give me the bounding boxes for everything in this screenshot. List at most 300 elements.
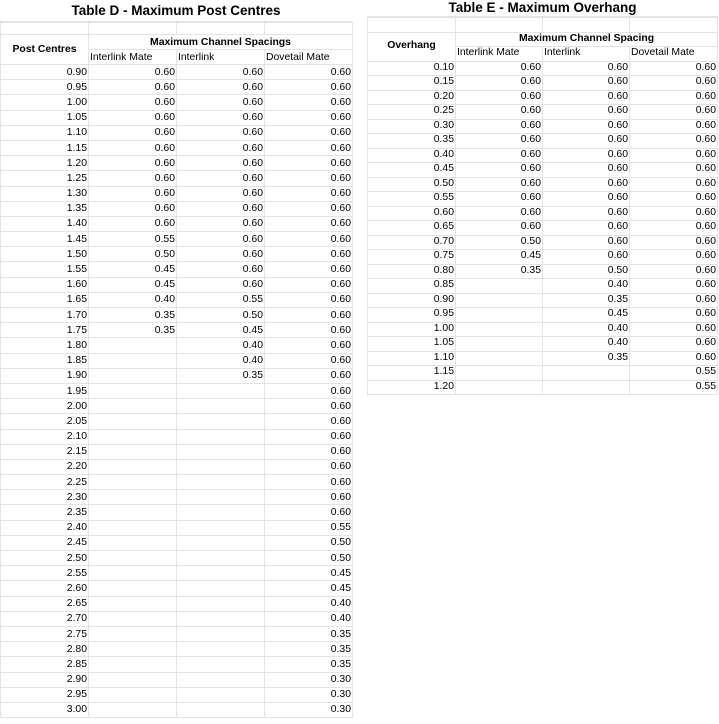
value-cell: 0.60	[265, 65, 353, 80]
row-label-cell: 0.75	[368, 250, 456, 265]
row-label-cell: 1.00	[1, 95, 89, 110]
value-cell: 0.60	[630, 192, 718, 207]
value-cell: 0.60	[89, 110, 177, 125]
row-label-cell: 2.00	[1, 399, 89, 414]
value-cell: 0.60	[543, 61, 630, 76]
table-row	[1, 277, 353, 292]
value-cell	[177, 520, 265, 535]
value-cell	[177, 596, 265, 611]
spacer-cell	[177, 23, 265, 35]
column-header: Interlink Mate	[89, 50, 177, 65]
table-d-title: Table D - Maximum Post Centres	[0, 0, 352, 22]
row-label-cell: 2.25	[1, 475, 89, 490]
value-cell: 0.50	[456, 235, 543, 250]
table-row	[368, 337, 718, 352]
value-cell: 0.60	[456, 206, 543, 221]
table-row	[1, 702, 353, 717]
row-label-cell: 1.10	[1, 125, 89, 140]
value-cell: 0.40	[543, 337, 630, 352]
table-e-title: Table E - Maximum Overhang	[367, 0, 718, 17]
value-cell	[177, 551, 265, 566]
row-label-cell: 0.80	[368, 264, 456, 279]
value-cell	[89, 535, 177, 550]
table-row	[1, 292, 353, 307]
table-d-group-header-row	[1, 35, 353, 50]
value-cell	[89, 414, 177, 429]
value-cell: 0.60	[177, 80, 265, 95]
value-cell: 0.60	[630, 90, 718, 105]
value-cell	[177, 535, 265, 550]
table-row	[1, 80, 353, 95]
value-cell: 0.60	[543, 235, 630, 250]
value-cell	[89, 429, 177, 444]
value-cell	[456, 293, 543, 308]
spacer-cell	[265, 23, 353, 35]
value-cell: 0.40	[177, 338, 265, 353]
value-cell: 0.60	[265, 140, 353, 155]
row-label-cell: 0.30	[368, 119, 456, 134]
value-cell: 0.30	[265, 702, 353, 717]
value-cell: 0.60	[265, 323, 353, 338]
value-cell: 0.60	[630, 279, 718, 294]
table-row	[368, 221, 718, 236]
value-cell: 0.60	[456, 177, 543, 192]
row-label-cell: 1.40	[1, 216, 89, 231]
value-cell: 0.60	[89, 186, 177, 201]
value-cell	[177, 444, 265, 459]
table-row	[1, 535, 353, 550]
row-label-cell: 2.15	[1, 444, 89, 459]
value-cell: 0.60	[543, 105, 630, 120]
value-cell: 0.60	[630, 221, 718, 236]
row-label-cell: 2.60	[1, 581, 89, 596]
table-row	[368, 308, 718, 323]
table-row	[1, 581, 353, 596]
row-label-cell: 0.65	[368, 221, 456, 236]
value-cell: 0.60	[89, 95, 177, 110]
value-cell	[177, 475, 265, 490]
value-cell: 0.40	[89, 292, 177, 307]
row-label-cell: 1.20	[368, 380, 456, 395]
row-label-cell: 1.80	[1, 338, 89, 353]
value-cell: 0.60	[265, 262, 353, 277]
row-label-cell: 1.75	[1, 323, 89, 338]
value-cell: 0.60	[89, 125, 177, 140]
value-cell: 0.60	[630, 61, 718, 76]
value-cell	[89, 368, 177, 383]
column-header: Interlink Mate	[456, 47, 543, 62]
table-row	[1, 262, 353, 277]
table-d-body	[1, 65, 353, 718]
table-row	[1, 110, 353, 125]
table-row	[1, 125, 353, 140]
row-label-cell: 1.00	[368, 322, 456, 337]
spacer-cell	[630, 18, 718, 33]
value-cell	[89, 672, 177, 687]
row-label-cell: 2.50	[1, 551, 89, 566]
table-row	[1, 551, 353, 566]
table-row	[368, 264, 718, 279]
value-cell: 0.55	[630, 366, 718, 381]
row-label-cell: 1.25	[1, 171, 89, 186]
value-cell: 0.35	[265, 657, 353, 672]
value-cell: 0.60	[543, 192, 630, 207]
value-cell	[543, 366, 630, 381]
value-cell: 0.60	[265, 505, 353, 520]
row-label-cell: 2.90	[1, 672, 89, 687]
value-cell	[456, 279, 543, 294]
row-label-cell: 2.35	[1, 505, 89, 520]
value-cell: 0.60	[177, 277, 265, 292]
value-cell: 0.60	[265, 338, 353, 353]
table-row	[368, 351, 718, 366]
value-cell: 0.60	[456, 90, 543, 105]
value-cell: 0.60	[265, 308, 353, 323]
row-label-cell: 0.90	[1, 65, 89, 80]
row-label-cell: 1.30	[1, 186, 89, 201]
row-label-cell: 1.05	[1, 110, 89, 125]
value-cell: 0.60	[543, 163, 630, 178]
value-cell: 0.60	[177, 186, 265, 201]
table-row	[368, 105, 718, 120]
row-label-cell: 2.45	[1, 535, 89, 550]
row-label-cell: 0.25	[368, 105, 456, 120]
value-cell: 0.50	[543, 264, 630, 279]
value-cell: 0.45	[265, 581, 353, 596]
value-cell: 0.60	[265, 80, 353, 95]
value-cell: 0.60	[630, 337, 718, 352]
value-cell	[89, 657, 177, 672]
value-cell: 0.45	[456, 250, 543, 265]
value-cell	[177, 490, 265, 505]
value-cell: 0.35	[89, 323, 177, 338]
value-cell: 0.60	[265, 156, 353, 171]
row-label-cell: 2.85	[1, 657, 89, 672]
table-row	[368, 90, 718, 105]
value-cell: 0.50	[89, 247, 177, 262]
value-cell: 0.60	[89, 216, 177, 231]
table-row	[368, 76, 718, 91]
value-cell: 0.55	[177, 292, 265, 307]
row-label-cell: 1.15	[1, 140, 89, 155]
row-label-cell: 0.55	[368, 192, 456, 207]
value-cell: 0.60	[265, 247, 353, 262]
value-cell: 0.60	[89, 171, 177, 186]
value-cell: 0.60	[265, 368, 353, 383]
value-cell	[456, 337, 543, 352]
value-cell	[177, 566, 265, 581]
table-d-row-header: Post Centres	[1, 35, 89, 65]
value-cell	[456, 351, 543, 366]
value-cell	[456, 366, 543, 381]
value-cell: 0.60	[456, 192, 543, 207]
value-cell	[89, 642, 177, 657]
row-label-cell: 2.30	[1, 490, 89, 505]
value-cell: 0.60	[630, 351, 718, 366]
value-cell: 0.40	[543, 279, 630, 294]
row-label-cell: 0.45	[368, 163, 456, 178]
value-cell: 0.60	[177, 201, 265, 216]
table-row	[1, 338, 353, 353]
table-row	[1, 247, 353, 262]
value-cell: 0.30	[265, 672, 353, 687]
value-cell: 0.40	[177, 353, 265, 368]
value-cell: 0.60	[177, 156, 265, 171]
value-cell: 0.60	[630, 235, 718, 250]
value-cell	[89, 399, 177, 414]
row-label-cell: 2.80	[1, 642, 89, 657]
table-row	[1, 490, 353, 505]
value-cell: 0.60	[630, 105, 718, 120]
table-row	[1, 672, 353, 687]
value-cell: 0.60	[630, 308, 718, 323]
table-row	[368, 380, 718, 395]
table-e-row-header: Overhang	[368, 32, 456, 61]
table-e-grid	[367, 17, 718, 395]
row-label-cell: 2.10	[1, 429, 89, 444]
value-cell: 0.60	[265, 383, 353, 398]
value-cell: 0.60	[265, 490, 353, 505]
table-d-spacer-row	[1, 23, 353, 35]
row-label-cell: 3.00	[1, 702, 89, 717]
table-row	[1, 596, 353, 611]
value-cell	[89, 566, 177, 581]
value-cell: 0.60	[630, 134, 718, 149]
value-cell: 0.60	[177, 232, 265, 247]
value-cell	[89, 490, 177, 505]
value-cell: 0.60	[630, 76, 718, 91]
value-cell	[89, 338, 177, 353]
value-cell: 0.60	[265, 414, 353, 429]
table-row	[1, 216, 353, 231]
row-label-cell: 1.65	[1, 292, 89, 307]
spacer-cell	[1, 23, 89, 35]
column-header: Dovetail Mate	[630, 47, 718, 62]
table-d-grid	[0, 22, 353, 718]
table-row	[1, 429, 353, 444]
table-row	[1, 353, 353, 368]
value-cell: 0.35	[265, 642, 353, 657]
value-cell	[177, 702, 265, 717]
value-cell: 0.60	[543, 76, 630, 91]
value-cell: 0.60	[456, 61, 543, 76]
table-row	[1, 611, 353, 626]
value-cell: 0.60	[630, 177, 718, 192]
value-cell: 0.60	[265, 292, 353, 307]
value-cell: 0.60	[630, 148, 718, 163]
value-cell: 0.60	[630, 206, 718, 221]
table-row	[1, 642, 353, 657]
value-cell: 0.60	[630, 119, 718, 134]
row-label-cell: 0.20	[368, 90, 456, 105]
value-cell: 0.50	[265, 535, 353, 550]
row-label-cell: 0.40	[368, 148, 456, 163]
value-cell	[456, 380, 543, 395]
value-cell: 0.60	[543, 206, 630, 221]
row-label-cell: 0.70	[368, 235, 456, 250]
value-cell: 0.60	[456, 105, 543, 120]
table-row	[368, 148, 718, 163]
table-e-group-header-row	[368, 32, 718, 47]
value-cell: 0.60	[456, 163, 543, 178]
value-cell: 0.60	[177, 216, 265, 231]
value-cell	[89, 551, 177, 566]
table-row	[368, 119, 718, 134]
value-cell	[89, 353, 177, 368]
value-cell: 0.50	[265, 551, 353, 566]
table-row	[1, 399, 353, 414]
value-cell: 0.30	[265, 687, 353, 702]
table-e-group-header: Maximum Channel Spacing	[456, 32, 718, 47]
value-cell: 0.60	[177, 171, 265, 186]
value-cell: 0.60	[265, 125, 353, 140]
table-row	[1, 459, 353, 474]
table-row	[368, 192, 718, 207]
value-cell: 0.60	[177, 247, 265, 262]
table-row	[1, 520, 353, 535]
row-label-cell: 0.95	[368, 308, 456, 323]
column-header: Dovetail Mate	[265, 50, 353, 65]
value-cell	[543, 380, 630, 395]
table-row	[1, 186, 353, 201]
value-cell: 0.60	[89, 140, 177, 155]
value-cell: 0.45	[177, 323, 265, 338]
spacer-cell	[89, 23, 177, 35]
row-label-cell: 1.05	[368, 337, 456, 352]
value-cell	[89, 596, 177, 611]
table-e-body	[368, 61, 718, 395]
table-row	[1, 65, 353, 80]
table-row	[368, 279, 718, 294]
value-cell: 0.60	[265, 475, 353, 490]
value-cell	[177, 459, 265, 474]
table-row	[1, 201, 353, 216]
row-label-cell: 1.55	[1, 262, 89, 277]
value-cell	[177, 611, 265, 626]
value-cell	[177, 626, 265, 641]
column-header: Interlink	[177, 50, 265, 65]
value-cell	[89, 459, 177, 474]
row-label-cell: 1.70	[1, 308, 89, 323]
value-cell: 0.45	[265, 566, 353, 581]
value-cell: 0.60	[265, 171, 353, 186]
value-cell	[89, 383, 177, 398]
value-cell: 0.60	[630, 250, 718, 265]
row-label-cell: 1.50	[1, 247, 89, 262]
table-row	[1, 156, 353, 171]
spacer-cell	[368, 18, 456, 33]
value-cell: 0.60	[265, 444, 353, 459]
value-cell: 0.60	[177, 95, 265, 110]
row-label-cell: 2.65	[1, 596, 89, 611]
value-cell: 0.55	[89, 232, 177, 247]
value-cell	[89, 581, 177, 596]
table-row	[368, 250, 718, 265]
value-cell	[456, 308, 543, 323]
table-d-group-header: Maximum Channel Spacings	[89, 35, 353, 50]
table-row	[1, 566, 353, 581]
value-cell	[177, 505, 265, 520]
value-cell: 0.60	[265, 399, 353, 414]
value-cell: 0.35	[543, 351, 630, 366]
row-label-cell: 0.15	[368, 76, 456, 91]
value-cell	[177, 414, 265, 429]
row-label-cell: 1.60	[1, 277, 89, 292]
row-label-cell: 0.10	[368, 61, 456, 76]
value-cell: 0.60	[630, 163, 718, 178]
value-cell: 0.60	[89, 80, 177, 95]
row-label-cell: 1.35	[1, 201, 89, 216]
row-label-cell: 1.15	[368, 366, 456, 381]
value-cell: 0.60	[630, 293, 718, 308]
value-cell	[89, 520, 177, 535]
value-cell: 0.60	[265, 216, 353, 231]
value-cell	[177, 581, 265, 596]
value-cell: 0.60	[265, 459, 353, 474]
value-cell	[89, 611, 177, 626]
value-cell: 0.60	[456, 221, 543, 236]
row-label-cell: 2.40	[1, 520, 89, 535]
value-cell: 0.60	[265, 201, 353, 216]
row-label-cell: 1.95	[1, 383, 89, 398]
value-cell: 0.40	[265, 611, 353, 626]
value-cell: 0.60	[265, 429, 353, 444]
table-row	[1, 687, 353, 702]
table-row	[368, 163, 718, 178]
row-label-cell: 1.90	[1, 368, 89, 383]
table-row	[1, 505, 353, 520]
value-cell: 0.60	[89, 201, 177, 216]
table-row	[1, 414, 353, 429]
value-cell: 0.35	[177, 368, 265, 383]
table-row	[368, 177, 718, 192]
row-label-cell: 0.60	[368, 206, 456, 221]
value-cell	[89, 444, 177, 459]
row-label-cell: 0.50	[368, 177, 456, 192]
row-label-cell: 2.55	[1, 566, 89, 581]
value-cell: 0.45	[89, 262, 177, 277]
table-row	[1, 140, 353, 155]
row-label-cell: 1.45	[1, 232, 89, 247]
value-cell: 0.40	[543, 322, 630, 337]
value-cell: 0.35	[543, 293, 630, 308]
table-row	[1, 232, 353, 247]
column-header: Interlink	[543, 47, 630, 62]
value-cell	[89, 702, 177, 717]
value-cell: 0.60	[265, 353, 353, 368]
value-cell	[456, 322, 543, 337]
value-cell: 0.35	[456, 264, 543, 279]
value-cell: 0.60	[456, 148, 543, 163]
table-row	[368, 322, 718, 337]
table-row	[1, 95, 353, 110]
value-cell: 0.35	[89, 308, 177, 323]
value-cell	[177, 687, 265, 702]
value-cell	[177, 399, 265, 414]
value-cell	[177, 657, 265, 672]
value-cell: 0.55	[630, 380, 718, 395]
value-cell: 0.60	[265, 110, 353, 125]
value-cell: 0.60	[543, 90, 630, 105]
value-cell: 0.60	[456, 76, 543, 91]
row-label-cell: 2.95	[1, 687, 89, 702]
row-label-cell: 1.20	[1, 156, 89, 171]
table-row	[368, 134, 718, 149]
value-cell: 0.45	[89, 277, 177, 292]
table-row	[368, 235, 718, 250]
value-cell: 0.60	[177, 110, 265, 125]
table-row	[1, 368, 353, 383]
